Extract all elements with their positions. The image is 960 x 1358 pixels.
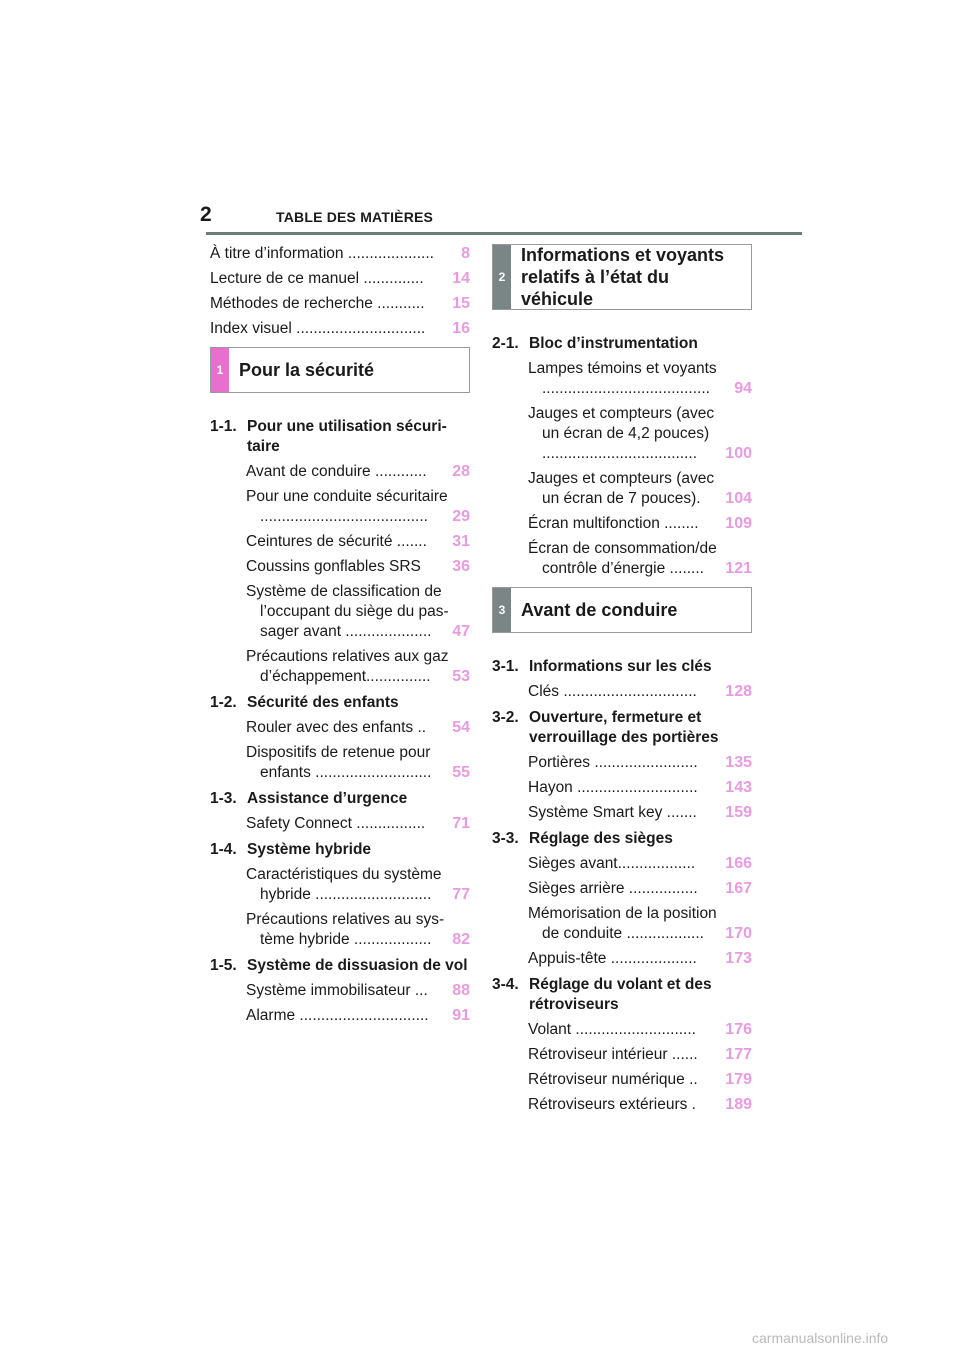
- toc-entry[interactable]: [492, 854, 752, 874]
- toc-entry-page[interactable]: 167: [725, 880, 752, 897]
- toc-entry[interactable]: [492, 469, 752, 509]
- watermark: carmanualsonline.info: [752, 1330, 889, 1346]
- chapter-title: Informations sur les clés: [529, 658, 712, 675]
- chapter-heading: [210, 693, 470, 713]
- chapter-heading: [210, 789, 470, 809]
- toc-entry[interactable]: [492, 539, 752, 579]
- toc-entry-title: Précautions relatives au sys-tème hybride ..................: [246, 911, 445, 948]
- toc-entry-title: Lecture de ce manuel ..............: [210, 270, 424, 287]
- section-3-header: [492, 587, 752, 633]
- toc-entry-title: Lampes témoins et voyants .......................................: [528, 360, 717, 397]
- section-number: 1: [216, 363, 224, 377]
- chapter-number: 1-4.: [210, 841, 237, 858]
- toc-entry[interactable]: [492, 879, 752, 899]
- chapter-heading: [210, 956, 470, 976]
- toc-entry-title: Rétroviseur numérique ..: [528, 1071, 698, 1088]
- section-2-header: [492, 244, 752, 310]
- toc-entry-page[interactable]: 100: [725, 445, 752, 462]
- toc-entry[interactable]: [210, 718, 470, 738]
- toc-entry-title: Avant de conduire ............: [246, 463, 427, 480]
- toc-entry-page[interactable]: 109: [725, 515, 752, 532]
- toc-entry-page[interactable]: 179: [725, 1071, 752, 1088]
- toc-entry-title: Alarme ..............................: [246, 1007, 429, 1024]
- toc-entry[interactable]: [210, 487, 470, 527]
- toc-entry-page[interactable]: 91: [452, 1007, 470, 1024]
- toc-entry-title: À titre d’information ....................: [210, 245, 434, 262]
- toc-entry-title: Système Smart key .......: [528, 804, 697, 821]
- toc-entry-title: Rétroviseur intérieur ......: [528, 1046, 698, 1063]
- toc-entry-title: Mémorisation de la position de conduite ..................: [528, 905, 717, 942]
- toc-entry-title: Sièges avant..................: [528, 855, 696, 872]
- toc-entry[interactable]: [210, 1006, 470, 1026]
- toc-entry-title: Pour une conduite sécuritaire .......................................: [246, 488, 448, 525]
- toc-right-column: [492, 244, 752, 1120]
- toc-entry[interactable]: [492, 1045, 752, 1065]
- toc-entry-page[interactable]: 104: [725, 490, 752, 507]
- toc-entry-title: Sièges arrière ................: [528, 880, 698, 897]
- toc-entry-page[interactable]: 82: [452, 931, 470, 948]
- toc-entry[interactable]: [492, 949, 752, 969]
- section-title: Pour la sécurité: [239, 359, 375, 380]
- chapter-title: Réglage des sièges: [529, 830, 673, 847]
- toc-entry[interactable]: [492, 904, 752, 944]
- toc-entry[interactable]: [210, 865, 470, 905]
- toc-entry[interactable]: [210, 910, 470, 950]
- chapter-title: Assistance d’urgence: [247, 790, 408, 807]
- toc-entry-title: Méthodes de recherche ...........: [210, 295, 425, 312]
- toc-entry-title: Rétroviseurs extérieurs .: [528, 1096, 696, 1113]
- toc-entry[interactable]: [210, 269, 470, 289]
- toc-entry-page[interactable]: 189: [725, 1096, 752, 1113]
- toc-entry-page[interactable]: 121: [725, 560, 752, 577]
- toc-entry-page[interactable]: 8: [461, 245, 470, 262]
- chapter-heading: [492, 708, 752, 748]
- toc-entry-title: Ceintures de sécurité .......: [246, 533, 427, 550]
- toc-entry[interactable]: [210, 319, 470, 339]
- chapter-heading: [210, 840, 470, 860]
- chapter-title: Pour une utilisation sécuri-taire: [247, 418, 447, 455]
- toc-entry-page[interactable]: 176: [725, 1021, 752, 1038]
- toc-entry[interactable]: [492, 404, 752, 464]
- toc-entry[interactable]: [210, 647, 470, 687]
- toc-entry-page[interactable]: 94: [734, 380, 752, 397]
- toc-entry-page[interactable]: 135: [725, 754, 752, 771]
- chapter-title: Sécurité des enfants: [247, 694, 399, 711]
- toc-entry-page[interactable]: 143: [725, 779, 752, 796]
- toc-entry-page[interactable]: 53: [452, 668, 470, 685]
- chapter-number: 3-4.: [492, 976, 519, 993]
- toc-entry-title: Rouler avec des enfants ..: [246, 719, 427, 736]
- toc-entry[interactable]: [492, 514, 752, 534]
- toc-entry-title: Précautions relatives aux gaz d’échappement...............: [246, 648, 449, 685]
- chapter-title: Ouverture, fermeture et verrouillage des portières: [529, 709, 719, 746]
- toc-entry-page[interactable]: 177: [725, 1046, 752, 1063]
- toc-entry-page[interactable]: 15: [452, 295, 470, 312]
- chapter-heading: [492, 657, 752, 677]
- chapter-number: 2-1.: [492, 335, 519, 352]
- toc-entry-page[interactable]: 77: [452, 886, 470, 903]
- page-header: [200, 200, 802, 236]
- section-number: 3: [498, 603, 506, 617]
- toc-entry-title: Système de classification de l’occupant du siège du pas-sager avant ....................: [246, 583, 449, 640]
- toc-entry[interactable]: [492, 359, 752, 399]
- toc-entry-title: Jauges et compteurs (avec un écran de 7 pouces).: [528, 470, 715, 507]
- chapter-title: Réglage du volant et des rétroviseurs: [529, 976, 712, 1013]
- toc-entry-page[interactable]: 55: [452, 764, 470, 781]
- page-title: TABLE DES MATIÈRES: [276, 209, 434, 225]
- toc-entry-page[interactable]: 173: [725, 950, 752, 967]
- toc-entry-title: Safety Connect ................: [246, 815, 426, 832]
- toc-entry-title: Hayon ............................: [528, 779, 698, 796]
- toc-entry-page[interactable]: 128: [725, 683, 752, 700]
- toc-entry-title: Écran multifonction ........: [528, 515, 699, 532]
- toc-entry[interactable]: [492, 1070, 752, 1090]
- toc-entry-title: Coussins gonflables SRS: [246, 558, 421, 575]
- section-title: Avant de conduire: [521, 599, 678, 620]
- chapter-title: Système hybride: [247, 841, 372, 858]
- toc-entry-title: Index visuel ..............................: [210, 320, 426, 337]
- toc-entry-page[interactable]: 31: [452, 533, 470, 550]
- chapter-number: 1-2.: [210, 694, 237, 711]
- toc-left-column: [210, 244, 470, 1031]
- toc-entry[interactable]: [492, 682, 752, 702]
- chapter-number: 3-1.: [492, 658, 519, 675]
- toc-entry[interactable]: [210, 814, 470, 834]
- toc-entry-page[interactable]: 88: [452, 982, 470, 999]
- toc-entry[interactable]: [210, 244, 470, 264]
- chapter-number: 3-2.: [492, 709, 519, 726]
- toc-entry-page[interactable]: 47: [452, 623, 470, 640]
- toc-entry[interactable]: [210, 981, 470, 1001]
- chapter-heading: [492, 829, 752, 849]
- toc-entry[interactable]: [210, 294, 470, 314]
- chapter-number: 1-3.: [210, 790, 237, 807]
- section-title: Informations et voyants relatifs à l’état du véhicule: [521, 245, 725, 309]
- chapter-number: 1-5.: [210, 957, 237, 974]
- toc-entry-page[interactable]: 29: [452, 508, 470, 525]
- toc-entry-page[interactable]: 166: [725, 855, 752, 872]
- chapter-title: Système de dissuasion de vol: [247, 957, 468, 974]
- toc-entry-page[interactable]: 14: [452, 270, 470, 287]
- chapter-heading: [492, 334, 752, 354]
- toc-entry-page[interactable]: 159: [725, 804, 752, 821]
- toc-entry[interactable]: [492, 1020, 752, 1040]
- toc-entry-title: Système immobilisateur ...: [246, 982, 428, 999]
- toc-entry[interactable]: [492, 778, 752, 798]
- chapter-title: Bloc d’instrumentation: [529, 335, 698, 352]
- toc-entry[interactable]: [210, 557, 470, 577]
- toc-entry-page[interactable]: 28: [452, 463, 470, 480]
- toc-entry[interactable]: [210, 743, 470, 783]
- chapter-number: 3-3.: [492, 830, 519, 847]
- toc-entry-title: Jauges et compteurs (avec un écran de 4,2 pouces) ....................................: [528, 405, 715, 462]
- toc-entry-title: Écran de consommation/de contrôle d’énergie ........: [528, 540, 717, 577]
- chapter-heading: [210, 417, 470, 457]
- page-number: 2: [200, 203, 212, 226]
- chapter-heading: [492, 975, 752, 1015]
- toc-entry[interactable]: [492, 753, 752, 773]
- toc-entry[interactable]: [210, 582, 470, 642]
- header-rule: [206, 232, 802, 235]
- section-number: 2: [498, 270, 506, 284]
- toc-entry-title: Volant ............................: [528, 1021, 696, 1038]
- toc-entry-title: Appuis-tête ....................: [528, 950, 697, 967]
- toc-entry[interactable]: [210, 462, 470, 482]
- toc-entry-page[interactable]: 71: [452, 815, 470, 832]
- toc-entry[interactable]: [210, 532, 470, 552]
- toc-entry-page[interactable]: 16: [452, 320, 470, 337]
- toc-entry-page[interactable]: 170: [725, 925, 752, 942]
- section-1-header: [210, 347, 470, 393]
- toc-entry-title: Dispositifs de retenue pour enfants ...........................: [246, 744, 432, 781]
- toc-entry-page[interactable]: 36: [452, 558, 470, 575]
- chapter-number: 1-1.: [210, 418, 237, 435]
- toc-entry[interactable]: [492, 1095, 752, 1115]
- toc-entry-page[interactable]: 54: [452, 719, 470, 736]
- toc-entry-title: Portières ........................: [528, 754, 698, 771]
- toc-entry-title: Caractéristiques du système hybride ...........................: [246, 866, 442, 903]
- toc-entry[interactable]: [492, 803, 752, 823]
- toc-entry-title: Clés ...............................: [528, 683, 697, 700]
